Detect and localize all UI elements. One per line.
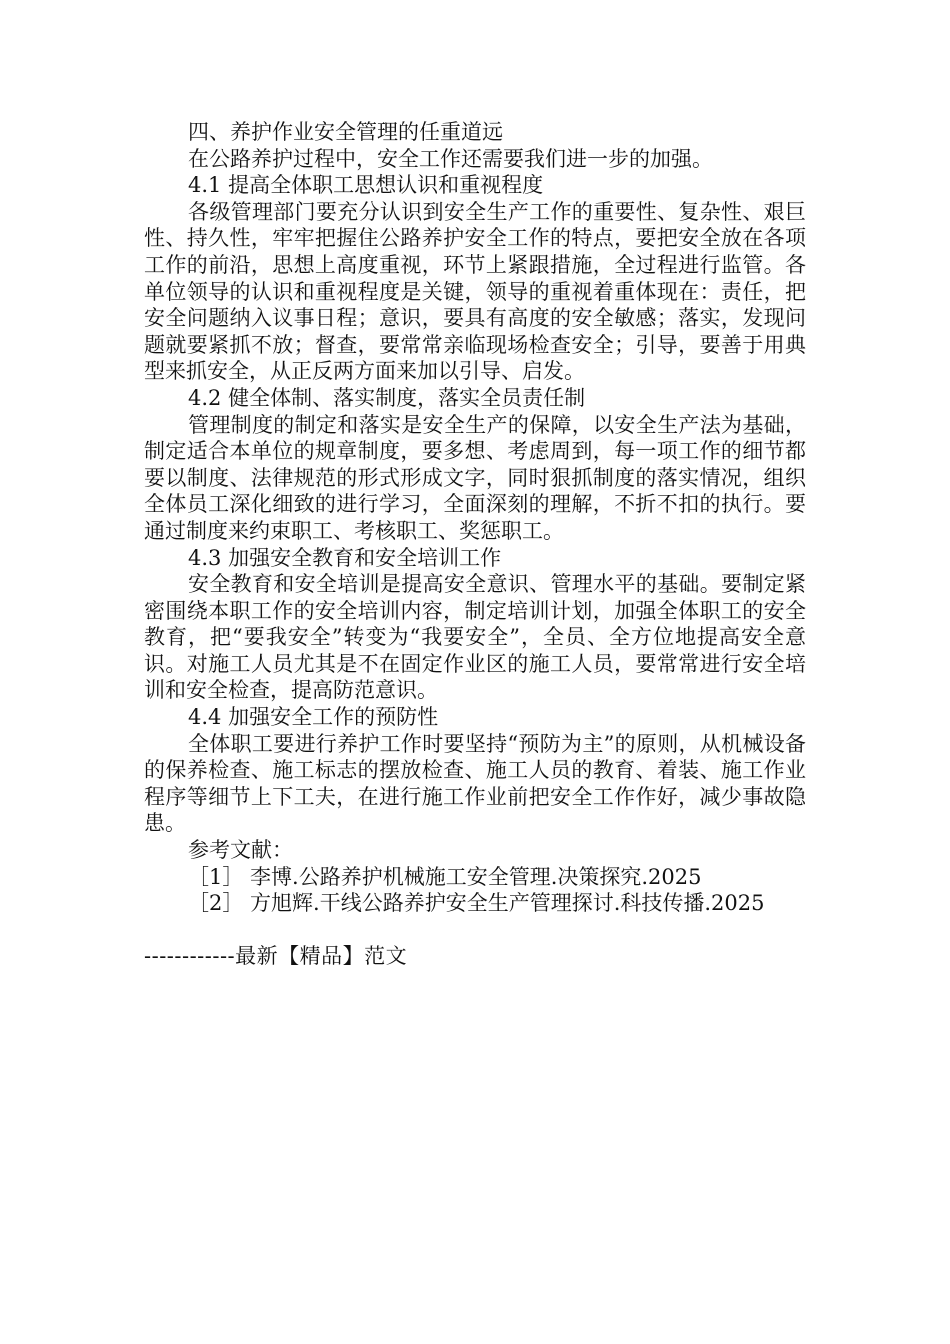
subsection-body-4-1: 各级管理部门要充分认识到安全生产工作的重要性、复杂性、艰巨性、持久性，牢牢把握住公路养护安全工作的特点，要把安全放在各项工作的前沿，思想上高度重视，环节上紧跟措施，全过程进行监管。各单位领导的认识和重视程度是关键，领导的重视着重体现在：责任，把安全问题纳入议事日程；意识，要具有高度的安全敏感；落实，发现问题就要紧抓不放；督查，要常常亲临现场检查安全；引导，要善于用典型来抓安全，从正反两方面来加以引导、启发。 — [144, 199, 806, 384]
subsection-heading-4-3: 4.3 加强安全教育和安全培训工作 — [188, 545, 502, 570]
section-title: 四、养护作业安全管理的任重道远 — [188, 120, 503, 144]
document-body — [144, 119, 806, 917]
reference-item-2: ［2］ 方旭辉.干线公路养护安全生产管理探讨.科技传播.2025 — [188, 891, 765, 916]
subsection-heading-4-1: 4.1 提高全体职工思想认识和重视程度 — [188, 173, 544, 198]
references-label: 参考文献： — [188, 838, 293, 863]
subsection-body-4-3: 安全教育和安全培训是提高安全意识、管理水平的基础。要制定紧密围绕本职工作的安全培训内容，制定培训计划，加强全体职工的安全教育，把“要我安全”转变为“我要安全”，全员、全方位地提高安全意识。对施工人员尤其是不在固定作业区的施工人员，要常常进行安全培训和安全检查，提高防范意识。 — [144, 572, 806, 703]
subsection-heading-4-2: 4.2 健全体制、落实制度，落实全员责任制 — [188, 385, 586, 410]
subsection-heading-4-4: 4.4 加强安全工作的预防性 — [188, 705, 439, 730]
section-intro: 在公路养护过程中，安全工作还需要我们进一步的加强。 — [188, 146, 713, 171]
footer-text: ------------最新【精品】范文 — [144, 944, 408, 968]
reference-item-1: ［1］ 李博.公路养护机械施工安全管理.决策探究.2025 — [188, 864, 702, 889]
subsection-body-4-2: 管理制度的制定和落实是安全生产的保障，以安全生产法为基础，制定适合本单位的规章制度，要多想、考虑周到，每一项工作的细节都要以制度、法律规范的形式形成文字，同时狠抓制度的落实情况，组织全体员工深化细致的进行学习，全面深刻的理解，不折不扣的执行。要通过制度来约束职工、考核职工、奖惩职工。 — [144, 412, 806, 543]
subsection-body-4-4: 全体职工要进行养护工作时要坚持“预防为主”的原则，从机械设备的保养检查、施工标志的摆放检查、施工人员的教育、着装、施工作业程序等细节上下工夫，在进行施工作业前把安全工作作好，减少事故隐患。 — [144, 731, 806, 836]
